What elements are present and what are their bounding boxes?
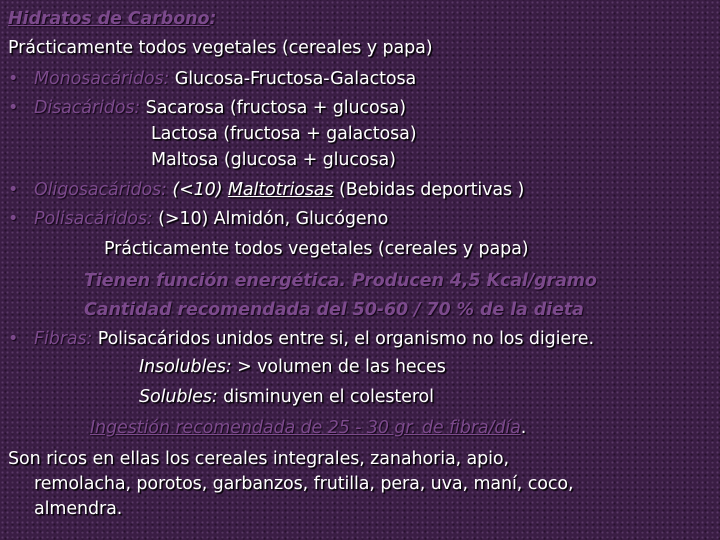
title-colon: :: [209, 9, 217, 29]
solubles-text: disminuyen el colesterol: [217, 387, 434, 407]
intro-text: Prácticamente todos vegetales (cereales y papa): [8, 38, 433, 58]
insolubles-text: > volumen de las heces: [231, 357, 446, 377]
di-label: Disacáridos:: [34, 98, 141, 118]
fibras-text: Polisacáridos unidos entre si, el organismo no los digiere.: [92, 329, 594, 349]
di-text: Sacarosa (fructosa + glucosa): [140, 98, 407, 118]
title-line: [8, 6, 216, 32]
fibras-solubles: [139, 384, 434, 410]
bullet-icon: •: [8, 329, 19, 349]
poli-note-energy: Tienen función energética. Producen 4,5 Kcal/gramo: [84, 271, 597, 291]
slide-title: Hidratos de Carbono: [8, 9, 210, 29]
closing-line2: remolacha, porotos, garbanzos, frutilla, pera, uva, maní, coco,: [34, 474, 574, 494]
bullet-icon: •: [8, 98, 19, 118]
poli-line2: Prácticamente todos vegetales (cereales y papa): [104, 239, 529, 259]
di-line2: Lactosa (fructosa + galactosa): [151, 124, 417, 144]
closing-line1: Son ricos en ellas los cereales integrales, zanahoria, apio,: [8, 449, 509, 469]
poli-label: Polisacáridos:: [34, 209, 153, 229]
oligo-pre: (<10): [166, 180, 228, 200]
poli-note-quantity: Cantidad recomendada del 50-60 / 70 % de la dieta: [84, 300, 584, 320]
bullet-fibras: [8, 326, 594, 352]
bullet-icon: •: [8, 180, 19, 200]
fibras-intake-line: [90, 415, 526, 441]
mono-label: Monosacáridos:: [34, 69, 170, 89]
fibras-label: Fibras:: [34, 329, 93, 349]
fibras-insolubles: [139, 354, 446, 380]
bullet-monosacaridos: [8, 66, 416, 92]
insolubles-label: Insolubles:: [139, 357, 232, 377]
solubles-label: Solubles:: [139, 387, 218, 407]
oligo-post: (Bebidas deportivas ): [333, 180, 525, 200]
bullet-icon: •: [8, 209, 19, 229]
mono-text: Glucosa-Fructosa-Galactosa: [169, 69, 417, 89]
poli-text: (>10) Almidón, Glucógeno: [152, 209, 389, 229]
bullet-disacaridos: [8, 95, 406, 121]
bullet-polisacaridos: [8, 206, 388, 232]
bullet-oligosacaridos: [8, 177, 524, 203]
fibras-intake: Ingestión recomendada de 25 - 30 gr. de fibra/día: [90, 418, 521, 438]
fibras-intake-end: .: [520, 418, 527, 438]
oligo-term: Maltotriosas: [227, 180, 334, 200]
di-line3: Maltosa (glucosa + glucosa): [151, 150, 396, 170]
oligo-label: Oligosacáridos:: [34, 180, 167, 200]
closing-line3: almendra.: [34, 499, 123, 519]
bullet-icon: •: [8, 69, 19, 89]
